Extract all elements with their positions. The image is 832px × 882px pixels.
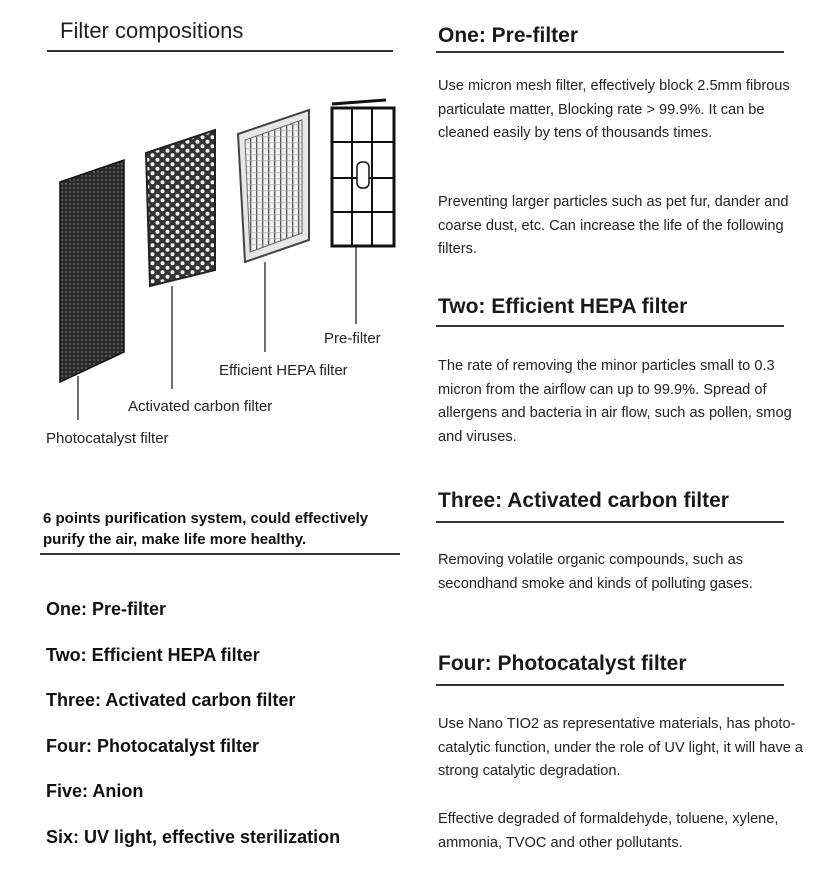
filter-exploded-diagram: [40, 90, 410, 480]
section-divider: [436, 684, 784, 686]
hepa-paragraph: The rate of removing the minor particles small to 0.3 micron from the airflow can up to 99.9%. Spread of allergens and bacteria in air flow, such as pollen, smog and viruses.: [438, 358, 792, 445]
section-title-hepa: Two: Efficient HEPA filter: [438, 295, 688, 318]
pre-filter-paragraph-1: Use micron mesh filter, effectively block 2.5mm fibrous particulate matter, Blocking rate > 99.9%. It can be cleaned easily by tens of thousands times.: [438, 78, 790, 141]
title-divider: [47, 50, 393, 52]
section-divider: [436, 521, 784, 523]
photocatalyst-paragraph-1: Use Nano TIO2 as representative materials, has photo-catalytic function, under the role of UV light, it will have a strong catalytic degradation.: [438, 716, 804, 779]
pre-filter-paragraph-2: Preventing larger particles such as pet fur, dander and coarse dust, etc. Can increase the life of the following filters.: [438, 194, 789, 257]
list-item: Three: Activated carbon filter: [46, 690, 296, 710]
photocatalyst-filter-image: [60, 160, 124, 382]
section-title-photocatalyst: Four: Photocatalyst filter: [438, 652, 687, 675]
section-title-pre-filter: One: Pre-filter: [438, 24, 579, 47]
section-divider: [436, 51, 784, 53]
list-item: Five: Anion: [46, 781, 144, 801]
list-item: Six: UV light, effective sterilization: [46, 826, 341, 847]
list-item: Two: Efficient HEPA filter: [46, 644, 260, 665]
carbon-paragraph: Removing volatile organic compounds, such as secondhand smoke and kinds of polluting gases.: [438, 552, 753, 592]
callout-pre-filter: Pre-filter: [324, 330, 381, 347]
purification-summary: 6 points purification system, could effectively purify the air, make life more healthy.: [43, 510, 369, 548]
section-divider: [436, 325, 784, 327]
callout-photocatalyst-filter: Photocatalyst filter: [46, 430, 169, 447]
callout-carbon-filter: Activated carbon filter: [128, 398, 273, 415]
activated-carbon-filter-image: [146, 130, 215, 286]
hepa-filter-image: [238, 110, 309, 262]
photocatalyst-paragraph-2: Effective degraded of formaldehyde, toluene, xylene, ammonia, TVOC and other pollutants.: [438, 811, 779, 851]
pre-filter-image: [332, 100, 394, 246]
filter-compositions-title: Filter compositions: [60, 18, 244, 43]
summary-divider: [40, 553, 400, 555]
purification-points-list: [46, 598, 426, 871]
list-item: Four: Photocatalyst filter: [46, 735, 260, 756]
section-title-carbon: Three: Activated carbon filter: [438, 489, 729, 512]
list-item: One: Pre-filter: [46, 599, 167, 619]
callout-hepa-filter: Efficient HEPA filter: [219, 362, 348, 379]
